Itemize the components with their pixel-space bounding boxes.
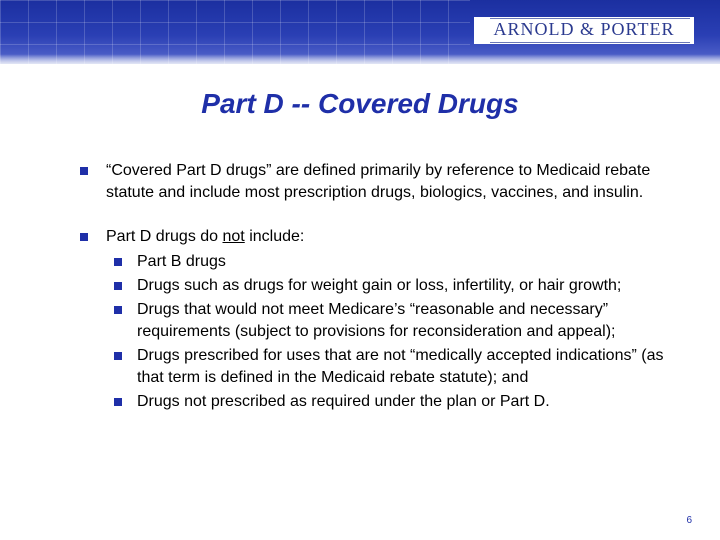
bullet-item <box>80 226 690 413</box>
square-bullet-icon <box>114 282 122 290</box>
square-bullet-icon <box>114 398 122 406</box>
square-bullet-icon <box>114 352 122 360</box>
bullet-text-lead: Part D drugs do <box>106 228 223 245</box>
bullet-item <box>80 160 690 204</box>
logo-rule-bottom <box>490 42 690 43</box>
slide-title: Part D -- Covered Drugs <box>201 88 519 119</box>
emphasis-not: not <box>222 228 245 245</box>
bullet-text: “Covered Part D drugs” are defined primarily by reference to Medicaid rebate statute and include most prescription drugs, biologics, vaccines, and insulin. <box>106 162 651 201</box>
sub-bullet-item <box>106 299 690 343</box>
slide-body <box>80 160 690 413</box>
sub-bullet-text: Drugs that would not meet Medicare’s “reasonable and necessary” requirements (subject to provisions for reconsideration and appeal); <box>137 301 616 340</box>
sub-bullet-item <box>106 391 690 413</box>
sub-bullet-text: Part B drugs <box>137 253 226 270</box>
firm-logo: ARNOLD & PORTER <box>493 19 675 39</box>
square-bullet-icon <box>114 306 122 314</box>
square-bullet-icon <box>114 258 122 266</box>
bullet-text-tail: include: <box>244 228 305 245</box>
sub-bullet-text: Drugs not prescribed as required under the plan or Part D. <box>137 393 550 410</box>
sub-bullet-item <box>106 251 690 273</box>
square-bullet-icon <box>80 233 88 241</box>
sub-bullet-text: Drugs such as drugs for weight gain or loss, infertility, or hair growth; <box>137 277 622 294</box>
sub-bullet-item <box>106 345 690 389</box>
page-number: 6 <box>686 515 692 526</box>
square-bullet-icon <box>80 167 88 175</box>
sub-bullet-text: Drugs prescribed for uses that are not “medically accepted indications” (as that term is defined in the Medicaid rebate statute); and <box>137 347 664 386</box>
sub-bullet-list <box>106 251 690 413</box>
sub-bullet-item <box>106 275 690 297</box>
